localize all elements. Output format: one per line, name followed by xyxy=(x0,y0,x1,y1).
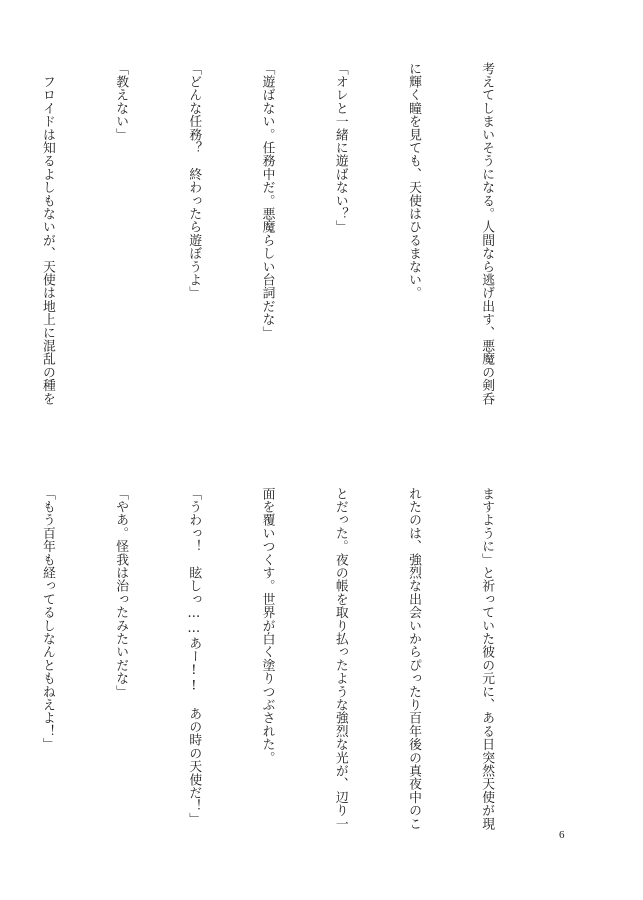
text-block-upper xyxy=(39,62,547,406)
text-block-lower xyxy=(39,487,547,831)
text-line: 「もう百年も経ってるしなんともねえよ！」 xyxy=(39,487,55,751)
text-line: フロイドは知るよしもないが、天使は地上に混乱の種を xyxy=(39,62,55,406)
page-number: 6 xyxy=(559,829,565,841)
text-line: とだった。夜の帳を取り払ったような強烈な光が、辺り一 xyxy=(332,487,348,831)
text-line: 「遊ばない。任務中だ。悪魔らしい台詞だな」 xyxy=(259,62,275,340)
text-line: 考えてしまいそうになる。人間なら逃げ出す、悪魔の剣呑 xyxy=(479,62,495,406)
text-line: 「どんな任務？ 終わったら遊ぼうよ」 xyxy=(186,62,202,300)
text-line: ますように」と祈っていた彼の元に、ある日突然天使が現 xyxy=(479,487,495,831)
text-line: に輝く瞳を見ても、天使はひるまない。 xyxy=(405,62,421,300)
text-line: 「やあ。怪我は治ったみたいだな」 xyxy=(113,487,129,699)
text-line: 面を覆いつくす。世界が白く塗りつぶされた。 xyxy=(259,487,275,765)
text-line: 「うわっ！ 眩しっ……あー!! あの時の天使だ！」 xyxy=(186,487,202,826)
text-line: 「オレと一緒に遊ばない？」 xyxy=(332,62,348,234)
text-line: 「教えない」 xyxy=(113,62,129,142)
text-line: れたのは、強烈な出会いからぴったり百年後の真夜中のこ xyxy=(405,487,421,831)
